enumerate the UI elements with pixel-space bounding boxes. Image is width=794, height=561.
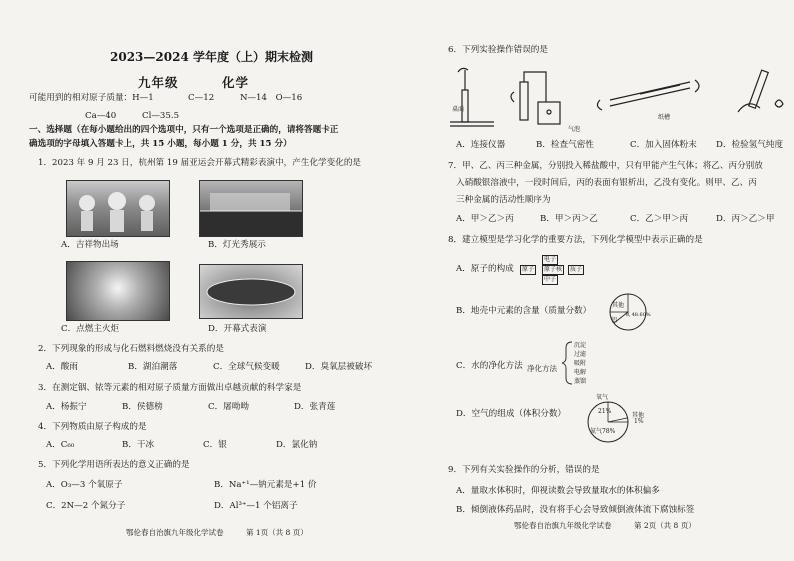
q6-option-a: A．连接仪器 [456, 140, 506, 150]
crust-other-label: 其他 [612, 302, 625, 309]
q6-lab-apparatus-drawings [450, 60, 794, 140]
air-other-label: 其他 [632, 412, 645, 419]
question-2: 2．下列现象的形成与化石燃料燃烧没有关系的是 [38, 344, 224, 354]
question-5: 5．下列化学用语所表达的意义正确的是 [38, 460, 190, 470]
q3-option-a: A．杨振宁 [46, 402, 87, 412]
q5-option-c: C．2N—2 个氮分子 [46, 501, 126, 511]
method-precipitation: 沉淀 [574, 342, 587, 349]
q2-option-a: A．酸雨 [46, 362, 78, 372]
q6-table-label: 桌面 [452, 106, 465, 113]
q2-option-c: C．全球气候变暖 [213, 362, 280, 372]
electron-box: 电子 [544, 256, 557, 263]
q5-option-a: A．O₃—3 个氧原子 [46, 480, 123, 490]
question-7-line-2: 入硝酸银溶液中，一段时间后，丙的表面有银析出，乙没有变化。则甲、乙、丙 [456, 178, 757, 188]
question-4: 4．下列物质由原子构成的是 [38, 422, 147, 432]
q7-option-b: B．甲＞丙＞乙 [540, 214, 598, 224]
section-1-instruction-line-1: 一、选择题（在每小题给出的四个选项中，只有一个选项是正确的，请将答题卡正 [29, 125, 339, 135]
q4-option-a: A．C₆₀ [46, 440, 75, 450]
q8-option-a: A．原子的构成 [456, 264, 514, 274]
apparatus-c-powder [597, 80, 699, 110]
q8-option-b: B．地壳中元素的含量（质量分数） [456, 306, 592, 316]
q5-option-d: D．Al³⁺—1 个铝离子 [214, 501, 298, 511]
atom-box: 原子 [522, 266, 535, 273]
q1-option-d: D．开幕式表演 [208, 324, 267, 334]
q3-option-c: C．屠呦呦 [208, 402, 249, 412]
question-3: 3．在测定铟、铱等元素的相对原子质量方面做出卓越贡献的科学家是 [38, 383, 302, 393]
q8-option-d: D．空气的组成（体积分数） [456, 409, 567, 419]
neutron-box: 中子 [544, 276, 557, 283]
q4-option-c: C．银 [203, 440, 227, 450]
atomic-mass-line-1: 可能用到的相对原子质量：H—1 C—12 N—14 O—16 [29, 93, 303, 103]
q9-option-b: B．倾倒液体药品时，没有将手心会导致倾倒液体流下腐蚀标签 [456, 505, 695, 515]
page-2-footer: 鄂伦春自治旗九年级化学试卷 第 2页（共 8 页） [514, 521, 696, 530]
q3-option-d: D．张青莲 [294, 402, 336, 412]
atomic-mass-line-2: Ca—40 Cl—35.5 [85, 111, 180, 121]
air-n2-label: 氮气78% [590, 428, 616, 435]
exam-title: 2023—2024 学年度（上）期末检测 [110, 50, 313, 64]
subject-label: 化学 [222, 75, 250, 90]
q9-option-a: A．量取水体积时，仰视读数会导致量取水的体积偏多 [456, 486, 660, 496]
crust-o-label: 氧 48.60% [625, 312, 651, 318]
method-filtration: 过滤 [574, 351, 587, 358]
mascot-photo [66, 180, 170, 237]
apparatus-d-hydrogen [738, 70, 783, 112]
q2-option-b: B．湖泊潮落 [128, 362, 178, 372]
q7-option-c: C．乙＞甲＞丙 [630, 214, 689, 224]
q8-option-c: C．水的净化方法 [456, 361, 523, 371]
ceremony-photo [199, 264, 303, 319]
exam-page-2 [400, 0, 794, 561]
q6-option-d: D．检验氢气纯度 [716, 140, 784, 150]
air-other-pct: 1% [634, 418, 644, 425]
q1-option-c: C．点燃主火炬 [61, 324, 120, 334]
question-1: 1．2023 年 9 月 23 日，杭州第 19 届亚运会开幕式精彩表演中，产生化学变化的是 [38, 158, 362, 168]
method-adsorption: 吸附 [574, 360, 587, 367]
q7-option-a: A．甲＞乙＞丙 [456, 214, 514, 224]
stage-ellipse [200, 265, 302, 318]
apparatus-b-airtight [511, 72, 560, 124]
apparatus-a-connect [450, 68, 494, 126]
page-1-footer: 鄂伦春自治旗九年级化学试卷 第 1页（共 8 页） [126, 528, 308, 537]
q5-option-b: B．Na⁺¹—钠元素是+1 价 [214, 480, 317, 490]
method-distillation: 蒸馏 [574, 378, 587, 385]
nucleus-box: 原子核 [544, 266, 563, 273]
question-8: 8．建立模型是学习化学的重要方法，下列化学模型中表示正确的是 [448, 235, 703, 245]
crust-al-label: 铝 [611, 317, 618, 324]
q6-option-b: B．检查气密性 [536, 140, 594, 150]
proton-box: 质子 [570, 266, 583, 273]
q1-option-b: B．灯光秀展示 [208, 240, 266, 250]
q6-bubble-label: 气泡 [568, 126, 581, 133]
air-composition-pie [586, 400, 630, 444]
question-7-line-3: 三种金属的活动性顺序为 [456, 195, 551, 205]
air-o2-pct: 21% [598, 408, 612, 415]
air-o2-label: 氧气 [596, 394, 609, 401]
q1-option-a: A．吉祥物出场 [61, 240, 119, 250]
q3-option-b: B．侯德榜 [122, 402, 163, 412]
mascot-figures [67, 181, 169, 236]
torch-photo [66, 261, 170, 321]
purification-arrow-label: 净化方法 [527, 364, 557, 373]
q2-option-d: D．臭氧层被破坏 [305, 362, 373, 372]
stadium-lights [200, 181, 302, 236]
question-9: 9．下列有关实验操作的分析，错误的是 [448, 465, 600, 475]
question-6: 6．下列实验操作错误的是 [448, 45, 548, 55]
q4-option-d: D．氯化钠 [276, 440, 318, 450]
question-7-line-1: 7．甲、乙、丙三种金属，分别投入稀盐酸中，只有甲能产生气体；将乙、丙分别放 [448, 161, 763, 171]
grade-label: 九年级 [138, 75, 179, 90]
lightshow-photo [199, 180, 303, 237]
q4-option-b: B．干冰 [122, 440, 155, 450]
section-1-instruction-line-2: 确选项的字母填入答题卡上，共 15 小题，每小题 1 分，共 15 分） [29, 139, 292, 149]
q6-option-c: C．加入固体粉末 [630, 140, 697, 150]
q6-paper-label: 纸槽 [658, 114, 671, 121]
q7-option-d: D．丙＞乙＞甲 [716, 214, 775, 224]
method-electrolysis: 电解 [574, 369, 587, 376]
